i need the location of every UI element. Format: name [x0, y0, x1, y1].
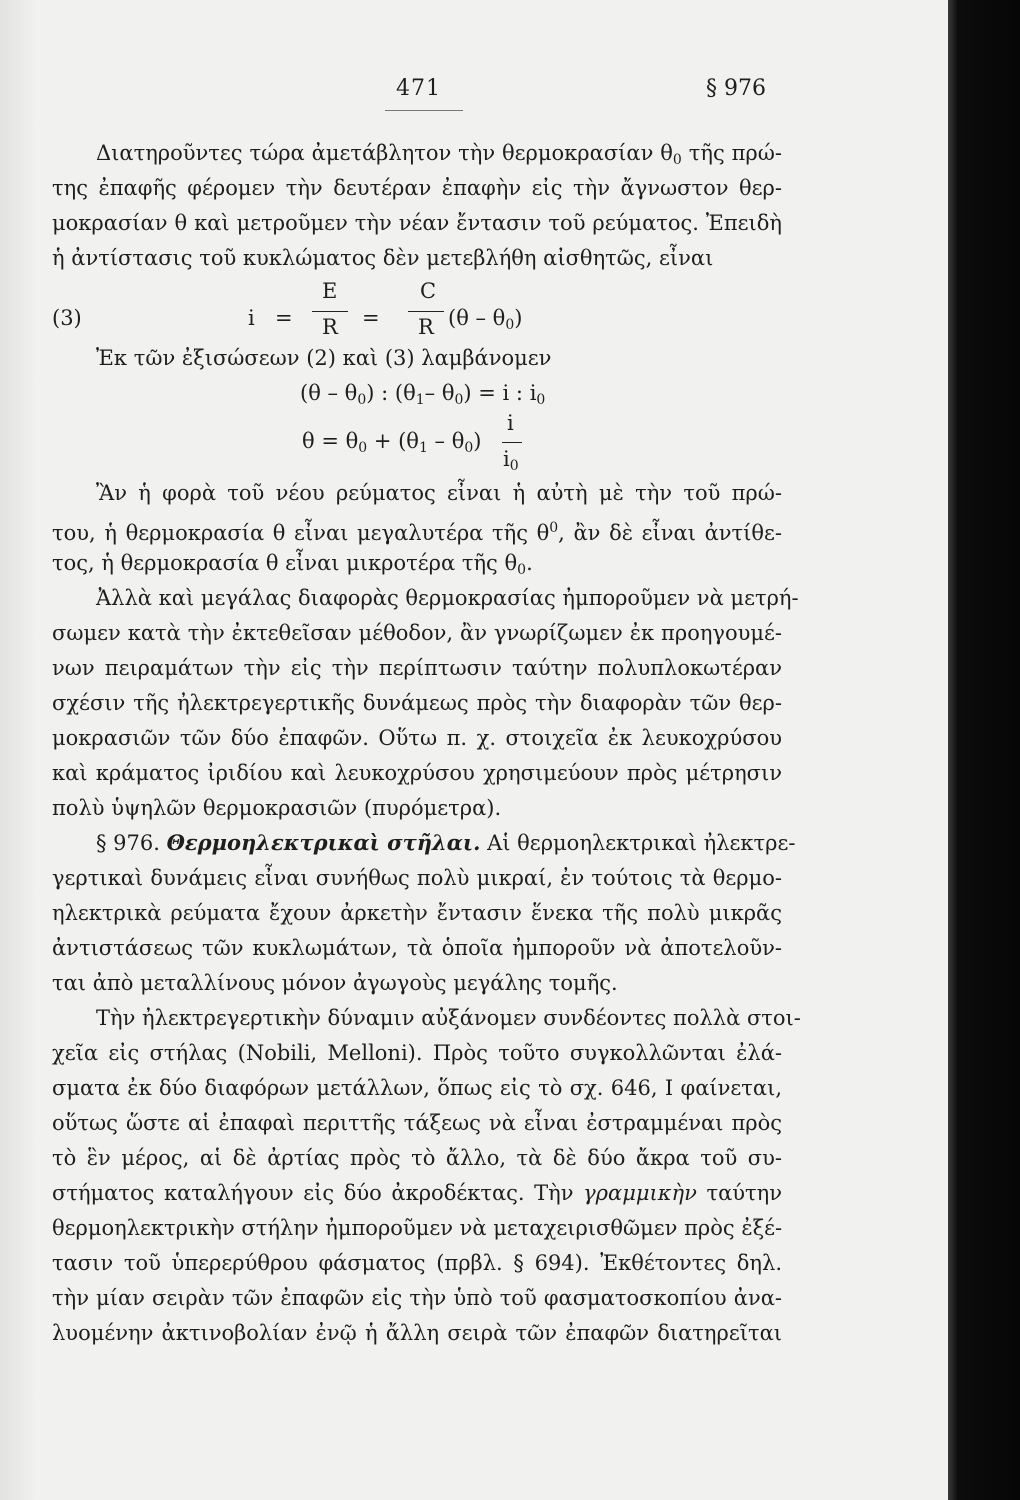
- text-line: ἀντιστάσεως τῶν κυκλωμάτων, τὰ ὁποῖα ἠμποροῦν νὰ ἀποτελοῦν-: [52, 936, 782, 960]
- fraction-bar: [502, 442, 522, 443]
- eq-symbol: =: [362, 306, 380, 330]
- eq-tail: $(\theta - \theta_0)$: [448, 306, 523, 333]
- text-line: σχέσιν τῆς ἠλεκτρεγερτικῆς δυνάμεως πρὸς τὴν διαφορὰν τῶν θερ-: [52, 691, 782, 715]
- text-line: του, ἡ θερμοκρασία θ εἶναι μεγαλυτέρα τῆς $\theta^0$, ἂν δὲ εἶναι ἀντίθε-: [52, 520, 782, 545]
- text-line: σματα ἐκ δύο διαφόρων μετάλλων, ὅπως εἰς τὸ σχ. 646, I φαίνεται,: [52, 1076, 782, 1100]
- text-line: τος, ἡ θερμοκρασία θ εἶναι μικροτέρα τῆς $\theta_0$.: [52, 551, 533, 578]
- text-line: πολὺ ὑψηλῶν θερμοκρασιῶν (πυρόμετρα).: [52, 796, 502, 820]
- fraction-numerator: C: [420, 279, 437, 303]
- text-line: νων πειραμάτων τὴν εἰς τὴν περίπτωσιν ταύτην πολυπλοκωτέραν: [52, 656, 782, 680]
- text-line: Ἂν ἡ φορὰ τοῦ νέου ρεύματος εἶναι ἡ αὐτὴ μὲ τὴν τοῦ πρώ-: [96, 481, 782, 505]
- page-number-rule: [385, 110, 463, 111]
- text-line: λυομένην ἀκτινοβολίαν ἐνῷ ἡ ἄλλη σειρὰ τῶν ἐπαφῶν διατηρεῖται: [52, 1321, 782, 1345]
- equation-body: $\theta = \theta_0 + (\theta_1 - \theta_0)$: [302, 429, 482, 456]
- text-line: Διατηροῦντες τώρα ἀμετάβλητον τὴν θερμοκρασίαν $\theta_0$ τῆς πρώ-: [96, 141, 782, 168]
- running-section-ref: § 976: [706, 76, 766, 101]
- text-line: στήματος καταλήγουν εἰς δύο ἀκροδέκτας. Τὴν γραμμικὴν ταύτην: [52, 1181, 782, 1205]
- text-line: μοκρασίαν θ καὶ μετροῦμεν τὴν νέαν ἔντασιν τοῦ ρεύματος. Ἐπειδὴ: [52, 211, 782, 235]
- text-line: Τὴν ἠλεκτρεγερτικὴν δύναμιν αὐξάνομεν συνδέοντες πολλὰ στοι-: [96, 1006, 801, 1030]
- text-line: τὸ ἓν μέρος, αἱ δὲ ἀρτίας πρὸς τὸ ἄλλο, τὰ δὲ δύο ἄκρα τοῦ συ-: [52, 1146, 782, 1170]
- text-line: θερμοηλεκτρικὴν στήλην ἠμποροῦμεν νὰ μεταχειρισθῶμεν πρὸς ἐξέ-: [52, 1216, 783, 1240]
- text-line: γερτικαὶ δυνάμεις εἶναι συνήθως πολὺ μικραί, ἐν τούτοις τὰ θερμο-: [52, 866, 782, 890]
- fraction-denominator: R: [418, 315, 434, 339]
- fraction-bar: [312, 311, 348, 312]
- text-line: σωμεν κατὰ τὴν ἐκτεθεῖσαν μέθοδον, ἂν γνωρίζωμεν ἐκ προηγουμέ-: [52, 621, 782, 645]
- text-line: ται ἀπὸ μεταλλίνους μόνον ἀγωγοὺς μεγάλης τομῆς.: [52, 971, 618, 995]
- section-heading-line: § 976. Θερμοηλεκτρικαὶ στῆλαι. Αἱ θερμοηλεκτρικαὶ ἠλεκτρε-: [96, 830, 796, 855]
- text-line: ηλεκτρικὰ ρεύματα ἔχουν ἀρκετὴν ἔντασιν ἕνεκα τῆς πολὺ μικρᾶς: [52, 901, 782, 925]
- fraction-denominator: R: [322, 315, 338, 339]
- eq-symbol: =: [275, 306, 293, 330]
- text-line: ἡ ἀντίστασις τοῦ κυκλώματος δὲν μετεβλήθη αἰσθητῶς, εἶναι: [52, 246, 714, 270]
- scan-dark-border: [948, 0, 1020, 1500]
- page-edge-shade: [0, 0, 36, 1500]
- page-number: 471: [396, 76, 441, 101]
- text-line: τασιν τοῦ ὑπερερύθρου φάσματος (πρβλ. § 694). Ἐκθέτοντες δηλ.: [52, 1251, 782, 1275]
- text-line: χεῖα εἰς στήλας (Nobili, Melloni). Πρὸς τοῦτο συγκολλῶνται ἐλά-: [52, 1041, 782, 1065]
- fraction-numerator: i: [507, 411, 514, 435]
- equation-ratio: $(\theta - \theta_0)$ : ($\theta_1-$ $\theta_0) = i$ : $i_0$: [300, 381, 546, 408]
- text-line: τὴν μίαν σειρὰν τῶν ἐπαφῶν εἰς τὴν ὑπὸ τοῦ φασματοσκοπίου ἀνα-: [52, 1286, 782, 1310]
- text-line: οὕτως ὥστε αἱ ἐπαφαὶ περιττῆς τάξεως νὰ εἶναι ἐστραμμέναι πρὸς: [52, 1111, 782, 1135]
- text-line: της ἐπαφῆς φέρομεν τὴν δευτέραν ἐπαφὴν εἰς τὴν ἄγνωστον θερ-: [52, 176, 782, 200]
- fraction-numerator: E: [322, 279, 338, 303]
- fraction-bar: [408, 311, 444, 312]
- section-number: § 976.: [96, 831, 160, 855]
- fraction-denominator: $i_0$: [503, 447, 519, 474]
- text-line: Ἀλλὰ καὶ μεγάλας διαφορὰς θερμοκρασίας ἠμποροῦμεν νὰ μετρή-: [96, 586, 799, 610]
- eq-symbol: i: [248, 306, 255, 330]
- section-heading: Θερμοηλεκτρικαὶ στῆλαι.: [166, 830, 481, 855]
- text-line: καὶ κράματος ἰριδίου καὶ λευκοχρύσου χρησιμεύουν πρὸς μέτρησιν: [52, 761, 782, 785]
- text-line: μοκρασιῶν τῶν δύο ἐπαφῶν. Οὕτω π. χ. στοιχεῖα ἐκ λευκοχρύσου: [52, 726, 782, 750]
- text-line: Ἐκ τῶν ἐξισώσεων (2) καὶ (3) λαμβάνομεν: [96, 346, 552, 370]
- equation-label: (3): [52, 306, 82, 330]
